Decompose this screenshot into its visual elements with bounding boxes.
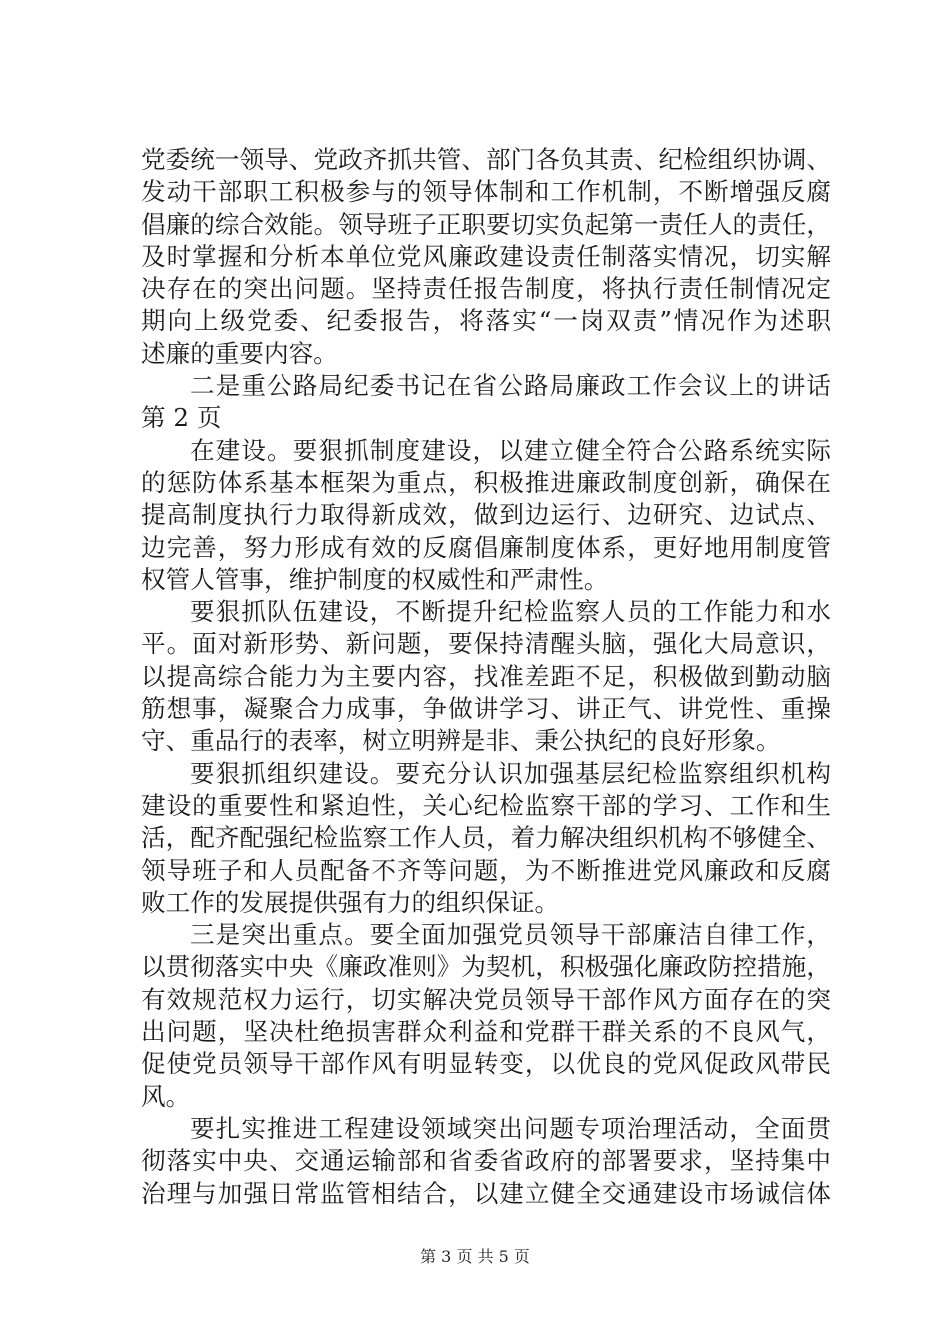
text-line: 风。: [141, 1081, 191, 1111]
text-line: 活，配齐配强纪检监察工作人员，着力解决组织机构不够健全、: [141, 823, 831, 853]
text-line: 二是重公路局纪委书记在省公路局廉政工作会议上的讲话: [190, 371, 831, 401]
text-line: 筋想事，凝聚合力成事，争做讲学习、讲正气、讲党性、重操: [141, 694, 831, 724]
text-line: 决存在的突出问题。坚持责任报告制度，将执行责任制情况定: [141, 274, 831, 304]
text-line: 领导班子和人员配备不齐等问题，为不断推进党风廉政和反腐: [141, 855, 831, 885]
text-line: 要狠抓组织建设。要充分认识加强基层纪检监察组织机构: [190, 758, 831, 788]
text-line: 第 2 页: [141, 403, 222, 433]
text-line: 权管人管事，维护制度的权威性和严肃性。: [141, 564, 609, 594]
text-line: 守、重品行的表率，树立明辨是非、秉公执纪的良好形象。: [141, 726, 781, 756]
text-line: 以提高综合能力为主要内容，找准差距不足，积极做到勤动脑: [141, 661, 831, 691]
text-line: 提高制度执行力取得新成效，做到边运行、边研究、边试点、: [141, 500, 831, 530]
page-footer: [0, 1244, 950, 1267]
text-line: 败工作的发展提供强有力的组织保证。: [141, 887, 560, 917]
text-line: 治理与加强日常监管相结合，以建立健全交通建设市场诚信体: [141, 1178, 831, 1208]
text-line: 及时掌握和分析本单位党风廉政建设责任制落实情况，切实解: [141, 241, 831, 271]
text-line: 要狠抓队伍建设，不断提升纪检监察人员的工作能力和水: [190, 597, 831, 627]
text-line: 倡廉的综合效能。领导班子正职要切实负起第一责任人的责任，: [141, 209, 831, 239]
text-line: 建设的重要性和紧迫性，关心纪检监察干部的学习、工作和生: [141, 790, 831, 820]
text-line: 有效规范权力运行，切实解决党员领导干部作风方面存在的突: [141, 984, 831, 1014]
document-body: [141, 144, 831, 1210]
text-line: 述廉的重要内容。: [141, 338, 338, 368]
text-line: 彻落实中央、交通运输部和省委省政府的部署要求，坚持集中: [141, 1146, 831, 1176]
text-line: 边完善，努力形成有效的反腐倡廉制度体系，更好地用制度管: [141, 532, 831, 562]
text-line: 三是突出重点。要全面加强党员领导干部廉洁自律工作，: [190, 920, 831, 950]
text-line: 在建设。要狠抓制度建设，以建立健全符合公路系统实际: [190, 435, 831, 465]
text-line: 促使党员领导干部作风有明显转变，以优良的党风促政风带民: [141, 1049, 831, 1079]
text-line: 以贯彻落实中央《廉政准则》为契机，积极强化廉政防控措施，: [141, 952, 831, 982]
text-line: 平。面对新形势、新问题，要保持清醒头脑，强化大局意识，: [141, 629, 831, 659]
page-number-label: 第 3 页 共 5 页: [420, 1247, 530, 1266]
text-line: 期向上级党委、纪委报告，将落实“一岗双责”情况作为述职: [141, 306, 831, 336]
text-line: 出问题，坚决杜绝损害群众利益和党群干群关系的不良风气，: [141, 1017, 831, 1047]
text-line: 要扎实推进工程建设领域突出问题专项治理活动，全面贯: [190, 1113, 831, 1143]
text-line: 发动干部职工积极参与的领导体制和工作机制，不断增强反腐: [141, 177, 831, 207]
text-line: 党委统一领导、党政齐抓共管、部门各负其责、纪检组织协调、: [141, 145, 831, 174]
text-line: 的惩防体系基本框架为重点，积极推进廉政制度创新，确保在: [141, 467, 831, 497]
